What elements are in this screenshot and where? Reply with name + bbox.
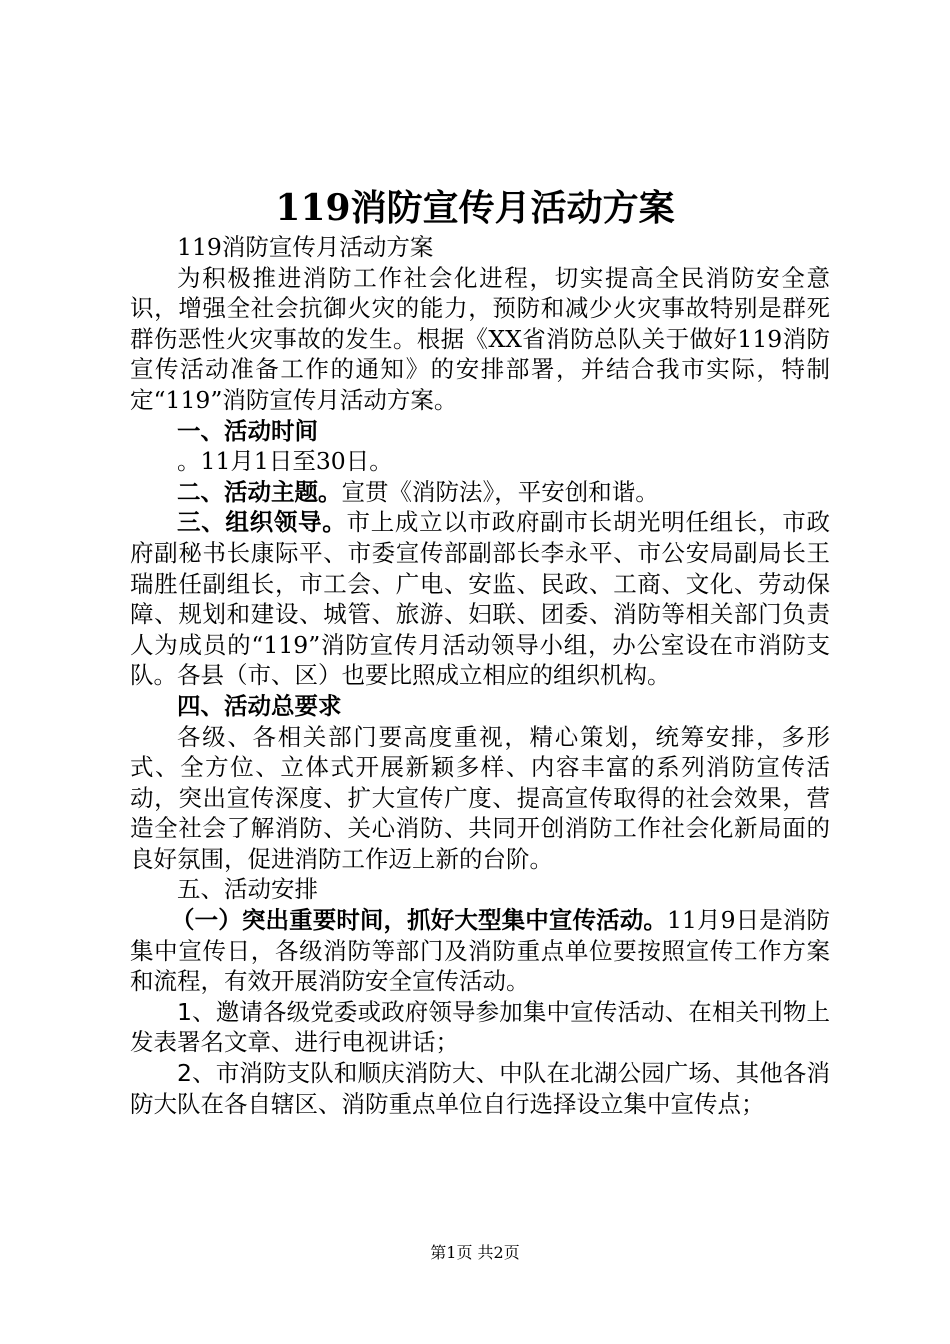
section-5-sub-1 xyxy=(130,905,830,997)
document-title: 119消防宣传月活动方案 xyxy=(275,187,675,229)
section-4 xyxy=(130,691,830,722)
section-5-heading: 五、活动安排 xyxy=(177,875,318,904)
section-5-item-1: 1、邀请各级党委或政府领导参加集中宣传活动、在相关刊物上发表署名文章、进行电视讲话； xyxy=(130,997,830,1057)
section-4-text: 各级、各相关部门要高度重视，精心策划，统筹安排，多形式、全方位、立体式开展新颖多样、内容丰富的系列消防宣传活动，突出宣传深度、扩大宣传广度、提高宣传取得的社会效果，营造全社会了解消防、关心消防、共同开创消防工作社会化新局面的良好氛围，促进消防工作迈上新的台阶。 xyxy=(130,722,830,873)
section-4-heading: 四、活动总要求 xyxy=(177,691,342,720)
section-2 xyxy=(130,477,830,508)
section-3-text: 市上成立以市政府副市长胡光明任组长，市政府副秘书长康际平、市委宣传部副部长李永平、市公安局副局长王瑞胜任副组长，市工会、广电、安监、民政、工商、文化、劳动保障、规划和建设、城管、旅游、妇联、团委、消防等相关部门负责人为成员的“119”消防宣传月活动领导小组，办公室设在市消防支队。各县（市、区）也要比照成立相应的组织机构。 xyxy=(130,508,831,690)
section-3 xyxy=(130,507,830,691)
section-1-heading: 一、活动时间 xyxy=(177,416,318,445)
section-1-text: 。11月1日至30日。 xyxy=(177,447,393,476)
section-2-text: 宣贯《消防法》，平安创和谐。 xyxy=(341,477,659,506)
section-5-sub-1-text: 11月9日是消防集中宣传日，各级消防等部门及消防重点单位要按照宣传工作方案和流程，有效开展消防安全宣传活动。 xyxy=(130,906,831,996)
page-footer: 第1页 共2页 xyxy=(430,1243,520,1262)
section-2-heading: 二、活动主题。 xyxy=(177,477,342,506)
section-5-sub-1-heading: （一）突出重要时间，抓好大型集中宣传活动。 xyxy=(171,906,667,935)
section-5-item-2: 2、市消防支队和顺庆消防大、中队在北湖公园广场、其他各消防大队在各自辖区、消防重点单位自行选择设立集中宣传点； xyxy=(130,1059,830,1118)
section-5 xyxy=(130,874,830,905)
section-3-heading: 三、组织领导。 xyxy=(177,508,347,537)
section-1 xyxy=(130,416,830,447)
document-body xyxy=(130,232,830,1119)
intro-paragraph: 为积极推进消防工作社会化进程，切实提高全民消防安全意识，增强全社会抗御火灾的能力，预防和减少火灾事故特别是群死群伤恶性火灾事故的发生。根据《XX省消防总队关于做好119消防宣传活动准备工作的通知》的安排部署，并结合我市实际，特制定“119”消防宣传月活动方案。 xyxy=(130,263,830,414)
document-subtitle: 119消防宣传月活动方案 xyxy=(177,233,434,261)
